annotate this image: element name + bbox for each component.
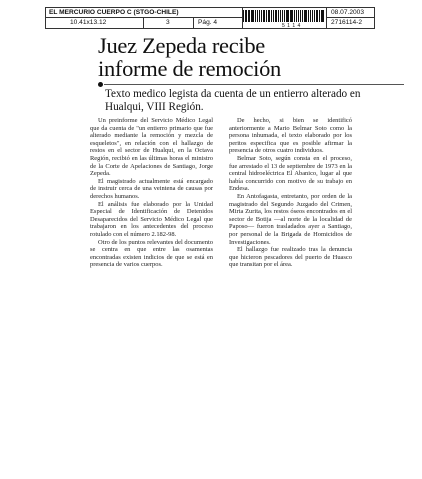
paragraph: De hecho, si bien se identificó anteriormente a Mario Belmar Soto como la persona inhumada, el texto elaborado por los peritos especifica que es posible afirmar la presencia de otros cuatro individuos. xyxy=(229,117,352,155)
barcode-bar xyxy=(319,10,320,22)
barcode-bar xyxy=(263,10,265,22)
barcode-bar xyxy=(312,10,314,22)
barcode-bar xyxy=(268,10,271,22)
article-title-line-2: informe de remoción xyxy=(98,56,281,81)
barcode-bar xyxy=(278,10,279,22)
barcode-bar xyxy=(243,10,244,22)
barcode-bar xyxy=(259,10,260,22)
barcode-bar xyxy=(314,10,315,22)
barcode-bar xyxy=(291,10,293,22)
barcode-bar xyxy=(300,10,302,22)
barcode-bar xyxy=(255,10,256,22)
subtitle-bullet xyxy=(98,82,103,87)
paragraph: En Antofagasta, entretanto, por orden de la magistrado del Segundo Juzgado del Crimen, Mirta Zurita, los restos óseos encontrados en el sector de Botija —al norte de la localidad de Paposo— fueron trasladados ayer a Santiago, por personal de la Brigada de Homicidios de Investigaciones. xyxy=(229,192,352,246)
barcode-bar xyxy=(296,10,297,22)
barcode-bar xyxy=(257,10,259,22)
barcode-bar xyxy=(275,10,277,22)
barcode-bar xyxy=(316,10,318,22)
barcode-digits: 5 1 1 4 xyxy=(282,23,301,29)
barcode-bar xyxy=(308,10,309,22)
barcode-bar xyxy=(251,10,254,22)
paragraph: El magistrado actualmente está encargado de instruir cerca de una veintena de causas por derechos humanos. xyxy=(90,177,213,200)
article-column-1 xyxy=(90,117,213,269)
barcode-bar xyxy=(271,10,272,22)
barcode-bar xyxy=(290,10,291,22)
subtitle-rule xyxy=(104,84,404,85)
barcode-bar xyxy=(310,10,311,22)
barcode-bar xyxy=(286,10,289,22)
barcode-bar xyxy=(294,10,295,22)
publication-name: EL MERCURIO CUERPO C (STGO-CHILE) xyxy=(49,9,179,16)
barcode-bar xyxy=(304,10,307,22)
paragraph: El análisis fue elaborado por la Unidad Especial de Identificación de Detenidos Desaparecidos del Servicio Médico Legal que trabajaron en los antecedentes del proceso rotulado con el número 2.182-98. xyxy=(90,200,213,238)
page-number: Pág. 4 xyxy=(198,19,218,26)
clipping-header-separator xyxy=(326,7,327,29)
barcode-bar xyxy=(302,10,303,22)
paragraph: Un preinforme del Servicio Médico Legal que da cuenta de "un entierro primario que fue alterado mediante la remoción y mezcla de esqueletos", en relación con el hallazgo de restos en el sector de Hualqui, en la Octava Región, recibió en las últimas horas el ministro de la Corte de Apelaciones de Santiago, Jorge Zepeda. xyxy=(90,117,213,178)
article-title-line-1: Juez Zepeda recibe xyxy=(98,33,265,58)
barcode-bar xyxy=(261,10,262,22)
clipping-code: 2716114-2 xyxy=(331,19,363,26)
barcode-bar xyxy=(280,10,282,22)
barcode-bar xyxy=(245,10,247,22)
barcode-bar xyxy=(273,10,274,22)
clipping-header-separator xyxy=(143,17,144,29)
paragraph: Otro de los puntos relevantes del documento se centra en que entre las osamentas encontradas existen indicios de que se está en presencia de varios cuerpos. xyxy=(90,238,213,269)
barcode-bar xyxy=(248,10,249,22)
clipping-date: 08.07.2003 xyxy=(331,9,365,16)
barcode-bar xyxy=(282,10,283,22)
clipping-header-separator xyxy=(193,17,194,29)
clipping-number: 3 xyxy=(166,19,170,26)
barcode-bar xyxy=(321,10,322,22)
barcode-bar xyxy=(266,10,267,22)
paragraph: El hallazgo fue realizado tras la denuncia que hicieron pescadores del puerto de Huasco que transitan por el área. xyxy=(229,246,352,269)
barcode-bar xyxy=(322,10,324,22)
article-title xyxy=(98,34,281,80)
clipping-header-divider-right xyxy=(326,17,375,18)
barcode-bar xyxy=(298,10,299,22)
article-subtitle: Texto medico legista da cuenta de un entierro alterado en Hualqui, VIII Región. xyxy=(105,88,361,113)
paragraph: Belmar Soto, según consta en el proceso, fue arrestado el 13 de septiembre de 1973 en la central hidroeléctrica El Abanico, lugar al que había concurrido con motivo de su trabajo en Endesa. xyxy=(229,154,352,193)
barcode-bar xyxy=(284,10,285,22)
clipping-size: 10.41x13.12 xyxy=(70,19,107,26)
barcode-bar xyxy=(249,10,250,22)
article-column-2 xyxy=(229,117,352,269)
